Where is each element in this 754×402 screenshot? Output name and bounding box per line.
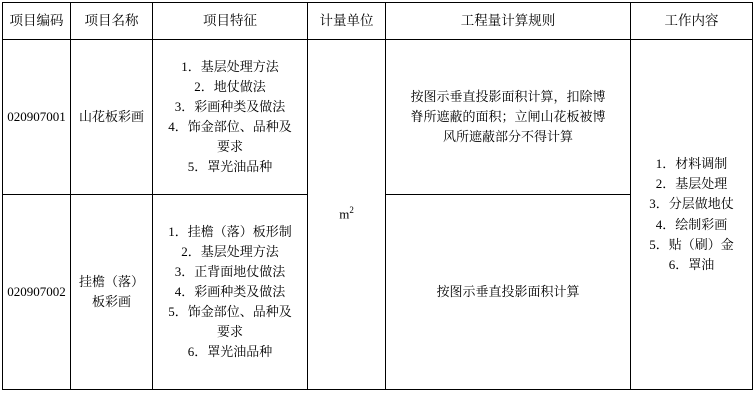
table-row (3, 40, 753, 195)
cell-line: 4．饰金部位、品种及 (168, 119, 292, 134)
cell-line: 6．罩光油品种 (187, 344, 273, 360)
construction-spec-table (2, 2, 753, 390)
cell-item-features (153, 40, 308, 195)
cell-line: 5．贴（刷）金 (649, 236, 734, 252)
cell-line: 2．基层处理 (655, 176, 728, 192)
cell-line: 2．地仗做法 (194, 78, 266, 94)
cell-line: 5．饰金部位、品种及 (168, 304, 292, 320)
column-header-feature: 项目特征 (153, 3, 308, 40)
cell-line: 6．罩油 (668, 256, 715, 272)
cell-line: 板彩画 (91, 294, 131, 309)
cell-line: 山花板彩画 (78, 108, 144, 124)
column-header-unit: 计量单位 (308, 3, 386, 40)
cell-line: 4．绘制彩画 (655, 216, 728, 232)
cell-line: 要求 (216, 324, 243, 340)
cell-line: 按图示垂直投影面积计算 (436, 283, 580, 299)
cell-item-name (71, 195, 153, 390)
cell-line: 3．彩画种类及做法 (174, 98, 286, 114)
column-header-work: 工作内容 (631, 3, 753, 40)
column-header-name: 项目名称 (71, 3, 153, 40)
table-body (3, 40, 753, 390)
cell-item-name (71, 40, 153, 195)
cell-work-content (631, 40, 753, 390)
cell-line: 风所遮蔽部分不得计算 (442, 129, 573, 145)
cell-line: 挂檐（落） (78, 273, 144, 289)
cell-line: 1．挂檐（落）板形制 (168, 223, 292, 239)
cell-line: 1．材料调制 (655, 156, 728, 172)
cell-line: 4．彩画种类及做法 (174, 283, 286, 299)
table-header (3, 3, 753, 40)
cell-calculation-rule (386, 40, 631, 195)
cell-item-code: 020907002 (3, 195, 71, 390)
cell-measurement-unit (308, 40, 386, 390)
cell-line: 1．基层处理方法 (181, 58, 279, 74)
cell-line: 要求 (216, 139, 243, 155)
cell-line: 按图示垂直投影面积计算，扣除博 (410, 88, 606, 104)
column-header-rule: 工程量计算规则 (386, 3, 631, 40)
cell-item-code: 020907001 (3, 40, 71, 195)
document-page (0, 2, 754, 402)
cell-item-features (153, 195, 308, 390)
cell-line: 2．基层处理方法 (181, 243, 279, 259)
cell-line: 3．正背面地仗做法 (174, 263, 286, 279)
unit-exponent: 2 (349, 205, 354, 216)
unit-value: m (339, 206, 350, 222)
cell-calculation-rule (386, 195, 631, 390)
table-header-row (3, 3, 753, 40)
column-header-code: 项目编码 (3, 3, 71, 40)
cell-line: 脊所遮蔽的面积；立闸山花板被博 (410, 108, 606, 124)
cell-line: 3．分层做地仗 (649, 196, 734, 212)
cell-line: 5．罩光油品种 (187, 159, 273, 175)
